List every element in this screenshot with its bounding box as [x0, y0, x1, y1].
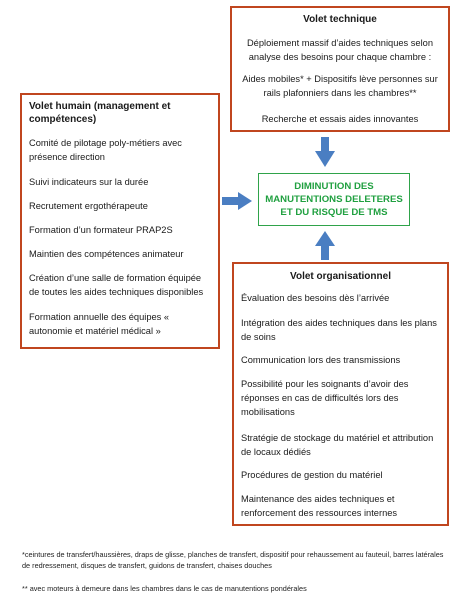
volet-organisationnel-item: Maintenance des aides techniques et renforcement des ressources internes	[241, 494, 398, 518]
volet-organisationnel-item: Stratégie de stockage du matériel et attribution de locaux dédiés	[241, 433, 434, 457]
volet-humain-box	[20, 93, 220, 349]
volet-organisationnel-item: Procédures de gestion du matériel	[241, 470, 383, 480]
volet-organisationnel-item: Intégration des aides techniques dans les plans de soins	[241, 318, 437, 342]
footnote-moteurs: ** avec moteurs à demeure dans les chambres dans le cas de manutentions pondérales	[22, 584, 307, 593]
arrow-right-icon	[222, 192, 252, 210]
volet-humain-item: Recrutement ergothérapeute	[29, 201, 148, 211]
volet-technique-box	[230, 6, 450, 132]
volet-organisationnel-item: Évaluation des besoins dès l’arrivée	[241, 293, 390, 303]
arrow-down-icon	[315, 137, 335, 167]
volet-humain-item: Maintien des compétences animateur	[29, 249, 184, 259]
volet-technique-title: Volet technique	[303, 14, 377, 25]
footnote-aides-mobiles: *ceintures de transfert/haussières, draps de glisse, planches de transfert, dispositif pour rehaussement au fauteuil, barres latérales de redressement, disques de transfert, guidons de transfert, chaises douches	[22, 550, 444, 570]
volet-humain-item: Création d’une salle de formation équipée de toutes les aides techniques disponibles	[29, 273, 204, 297]
volet-organisationnel-item: Communication lors des transmissions	[241, 355, 401, 365]
volet-technique-line: Aides mobiles* + Dispositifs lève personnes sur rails plafonniers dans les chambres**	[242, 74, 438, 98]
volet-humain-item: Formation annuelle des équipes « autonomie et matériel médical »	[29, 312, 170, 336]
volet-humain-item: Formation d’un formateur PRAP2S	[29, 225, 173, 235]
volet-humain-title: Volet humain (management et compétences)	[29, 101, 171, 125]
volet-technique-line: Recherche et essais aides innovantes	[261, 114, 419, 124]
volet-humain-item: Comité de pilotage poly-métiers avec présence direction	[29, 138, 182, 162]
volet-organisationnel-item: Possibilité pour les soignants d’avoir des réponses en cas de difficultés lors des mobilisations	[241, 379, 409, 417]
volet-technique-line: Déploiement massif d’aides techniques selon analyse des besoins pour chaque chambre :	[246, 38, 434, 62]
volet-organisationnel-box	[232, 262, 449, 526]
diminution-tms-box	[258, 173, 410, 226]
volet-humain-item: Suivi indicateurs sur la durée	[29, 177, 149, 187]
arrow-up-icon	[315, 231, 335, 260]
diminution-tms-text: DIMINUTION DES MANUTENTIONS DELETERES ET DU RISQUE DE TMS	[265, 181, 403, 218]
volet-organisationnel-title: Volet organisationnel	[290, 271, 391, 282]
